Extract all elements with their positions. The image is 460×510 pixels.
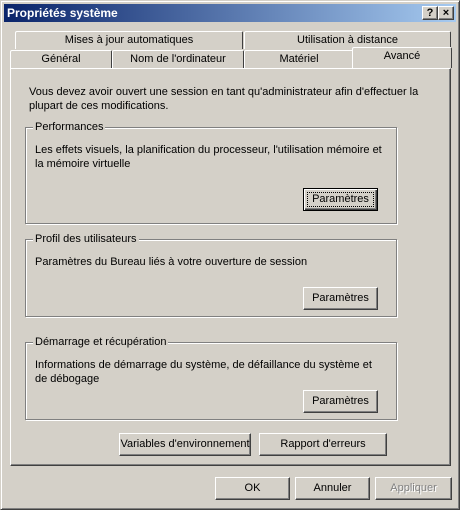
admin-notice: Vous devez avoir ouvert une session en tant qu'administrateur afin d'effectuer la plupart de ces modifications. [29,86,419,112]
cancel-button[interactable] [295,477,370,500]
startup-recovery-settings-button[interactable] [303,390,378,413]
tab-hardware[interactable] [244,50,354,68]
tab-label: Mises à jour automatiques [64,34,194,46]
performance-description: Les effets visuels, la planification du processeur, l'utilisation mémoire et la mémoire virtuelle [35,144,382,170]
button-label: Appliquer [390,482,437,494]
button-label: Variables d'environnement [120,438,250,450]
performance-group-title: Performances [35,121,104,133]
performance-settings-button[interactable] [303,188,378,211]
button-label: Paramètres [312,292,369,304]
tab-advanced[interactable] [352,47,452,68]
startup-recovery-group [25,336,397,420]
tab-label: Général [41,53,81,65]
tab-label: Utilisation à distance [297,34,398,46]
button-label: Paramètres [312,193,369,205]
tab-computer-name[interactable] [112,50,244,68]
tab-automatic-updates[interactable] [15,31,243,49]
user-profiles-group-title: Profil des utilisateurs [35,233,137,245]
tab-general[interactable] [10,50,112,68]
tab-label: Avancé [383,50,421,62]
error-report-button[interactable] [259,433,387,456]
title-bar[interactable] [4,4,456,22]
focus-ring [307,192,374,207]
apply-button[interactable] [375,477,452,500]
button-label: Rapport d'erreurs [280,438,366,450]
tab-label: Nom de l'ordinateur [130,53,226,65]
advanced-tab-panel [10,68,451,466]
button-label: OK [244,482,261,494]
tab-label: Matériel [279,53,319,65]
user-profiles-group [25,233,397,317]
startup-recovery-description: Informations de démarrage du système, de défaillance du système et de débogage [35,359,372,385]
button-label: Annuler [313,482,352,494]
button-label: Paramètres [312,395,369,407]
environment-variables-button[interactable] [119,433,251,456]
user-profiles-settings-button[interactable] [303,287,378,310]
startup-recovery-group-title: Démarrage et récupération [35,336,167,348]
ok-button[interactable] [215,477,290,500]
window-title: Propriétés système [7,6,118,20]
performance-group [25,121,397,224]
close-button[interactable]: × [438,6,454,20]
help-button[interactable]: ? [422,6,438,20]
user-profiles-description: Paramètres du Bureau liés à votre ouverture de session [35,256,308,268]
